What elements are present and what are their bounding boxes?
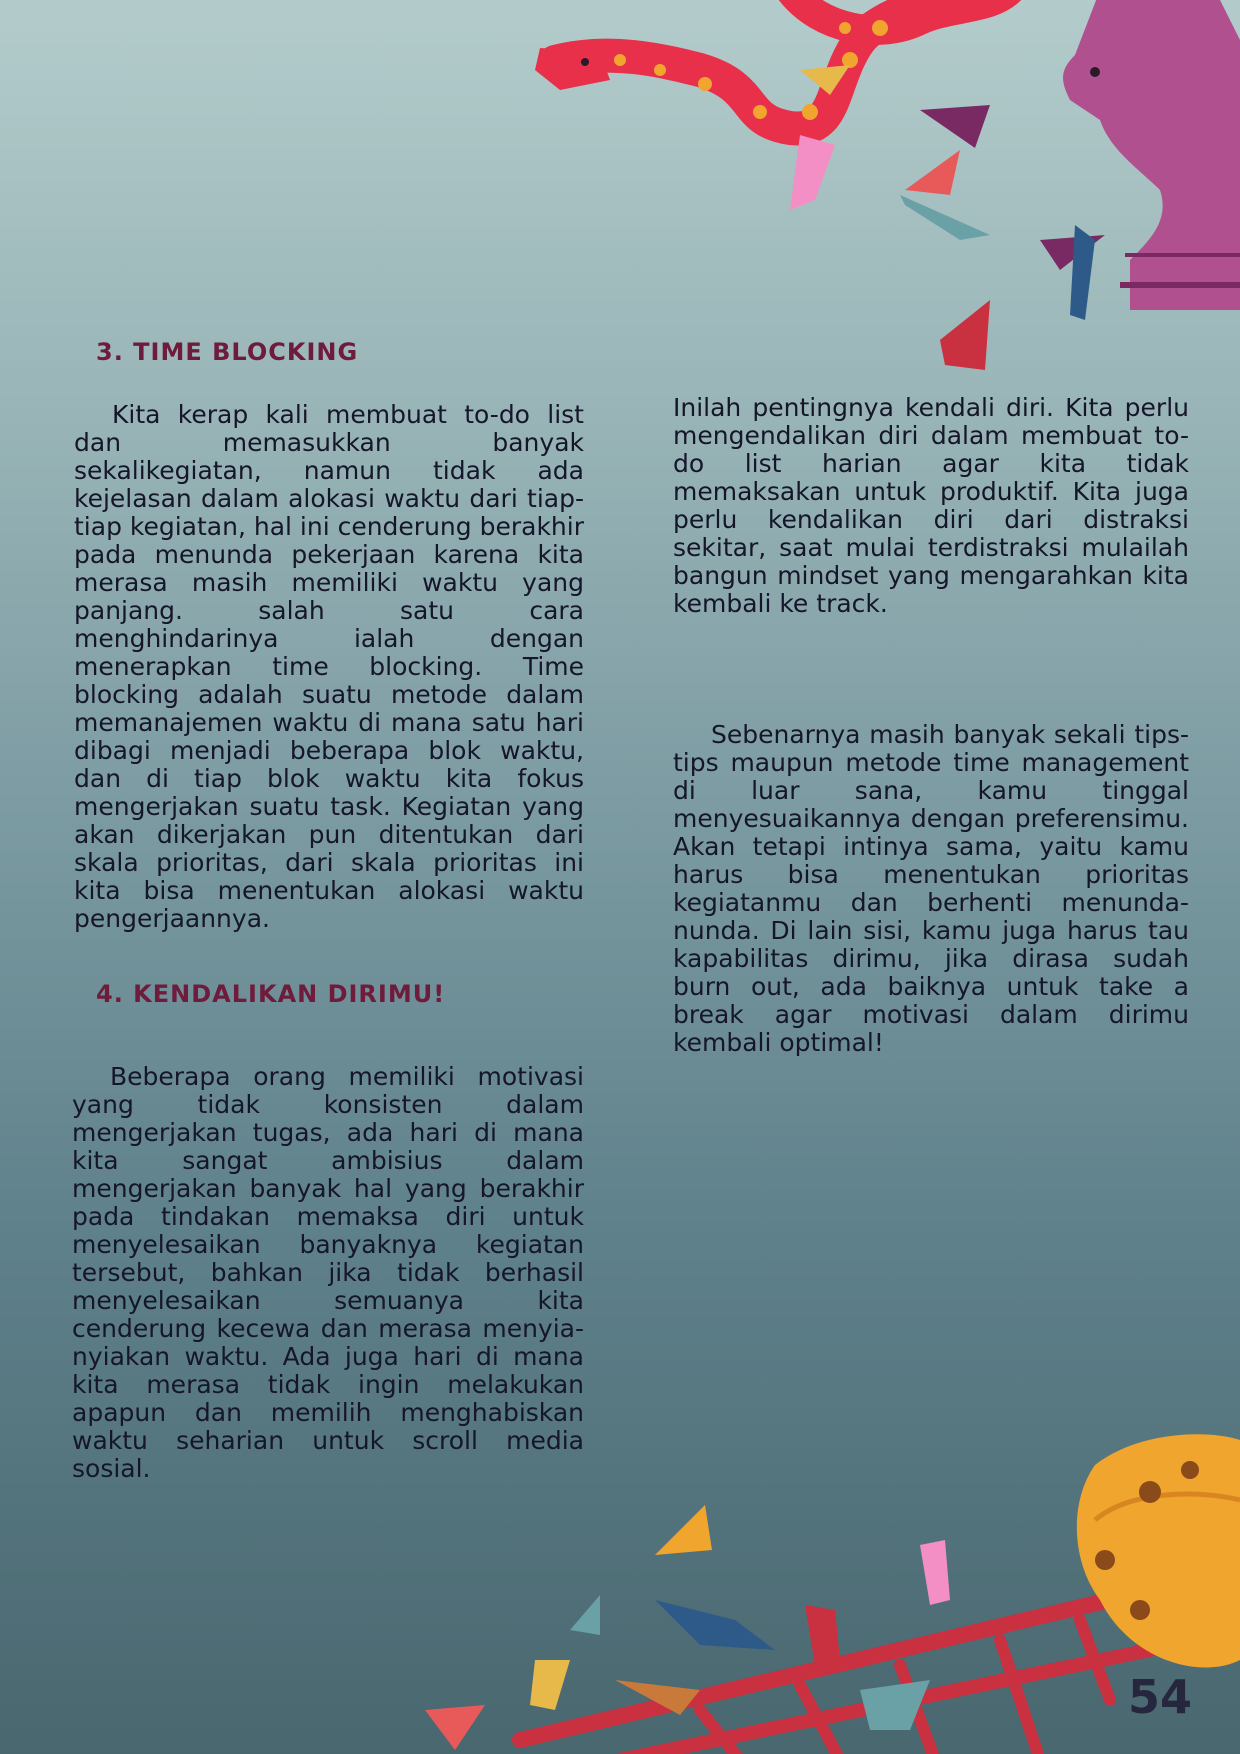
section4-heading: 4. KENDALIKAN DIRIMU!: [96, 980, 446, 1008]
section3-body: Kita kerap kali membuat to-do list dan memasukkan banyak sekalikegiatan, namun tidak ada kejelasan dalam alokasi waktu dari tiap-tiap kegiatan, hal ini cenderung berakhir pada menunda pekerjaan karena kita merasa masih memiliki waktu yang panjang. salah satu cara menghindarinya ialah dengan menerapkan time blocking. Time blocking adalah suatu metode dalam memanajemen waktu di mana satu hari dibagi menjadi beberapa blok waktu, dan di tiap blok waktu kita fokus mengerjakan suatu task. Kegiatan yang akan dikerjakan pun ditentukan dari skala prioritas, dari skala prioritas ini kita bisa menentukan alokasi waktu pengerjaannya.: [74, 400, 584, 933]
snake-illustration: [0, 0, 1240, 380]
right-column-paragraph-2: Sebenarnya masih banyak sekali tips-tips maupun metode time management di luar sana, kamu tinggal menyesuaikannya dengan preferensimu. Akan tetapi intinya sama, yaitu kamu harus bisa menentukan prioritas kegiatanmu dan berhenti menunda-nunda. Di lain sisi, kamu juga harus tau kapabilitas dirimu, jika dirasa sudah burn out, ada baiknya untuk take a break agar motivasi dalam dirimu kembali optimal!: [673, 720, 1189, 1057]
snake-head: [535, 48, 610, 90]
section3-heading: 3. TIME BLOCKING: [96, 338, 359, 366]
page-number: 54: [1127, 1670, 1192, 1724]
right-column-paragraph-1: Inilah pentingnya kendali diri. Kita perlu mengendalikan diri dalam membuat to-do list harian agar kita tidak memaksakan untuk produktif. Kita juga perlu kendalikan diri dari distraksi sekitar, saat mulai terdistraksi mulailah bangun mindset yang mengarahkan kita kembali ke track.: [673, 393, 1189, 618]
section4-body: Beberapa orang memiliki motivasi yang tidak konsisten dalam mengerjakan tugas, ada hari di mana kita sangat ambisius dalam mengerjakan banyak hal yang berakhir pada tindakan memaksa diri untuk menyelesaikan banyaknya kegiatan tersebut, bahkan jika tidak berhasil menyelesaikan semuanya kita cenderung kecewa dan merasa menyia-nyiakan waktu. Ada juga hari di mana kita merasa tidak ingin melakukan apapun dan memilih menghabiskan waktu seharian untuk scroll media sosial.: [72, 1062, 584, 1483]
